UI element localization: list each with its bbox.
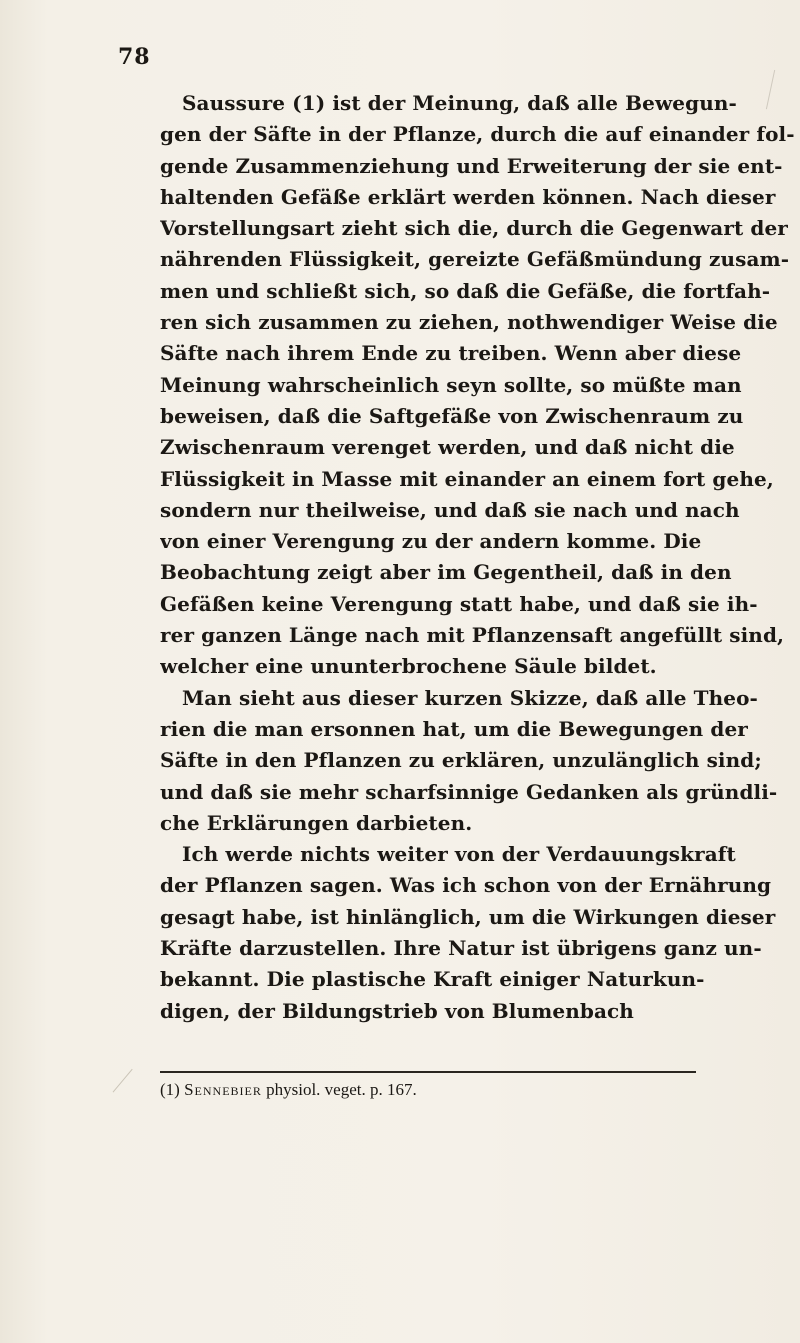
text-line: Beobachtung zeigt aber im Gegentheil, daß in den [160, 560, 732, 585]
text-line: Saussure (1) ist der Meinung, daß alle Bewegun- [182, 91, 737, 115]
text-line: und daß sie mehr scharfsinnige Gedanken als gründli- [160, 779, 778, 804]
text-line: Säfte in den Pflanzen zu erklären, unzulänglich sind; [160, 748, 762, 773]
text-line: gen der Säfte in der Pflanze, durch die auf einander fol- [160, 122, 795, 147]
text-line: Man sieht aus dieser kurzen Skizze, daß alle Theo- [182, 685, 758, 710]
footnote-text: physiol. veget. p. 167. [266, 1080, 417, 1099]
margin-mark [113, 1069, 134, 1093]
text-line: gende Zusammenziehung und Erweiterung der sie ent- [160, 153, 783, 178]
text-line: Ich werde nichts weiter von der Verdauungskraft [182, 842, 736, 867]
text-line: Säfte nach ihrem Ende zu treiben. Wenn aber diese [160, 341, 742, 366]
page-number: 78 [118, 44, 151, 70]
text-line: haltenden Gefäße erklärt werden können. Nach dieser [160, 184, 776, 209]
text-line: beweisen, daß die Saftgefäße von Zwischenraum zu [160, 403, 744, 428]
footnote-author: Sennebier [184, 1080, 262, 1099]
text-line: sondern nur theilweise, und daß sie nach und nach [160, 497, 740, 522]
text-line: men und schließt sich, so daß die Gefäße, die fortfah- [160, 278, 771, 303]
text-line: welcher eine ununterbrochene Säule bildet. [160, 654, 657, 679]
text-line: Kräfte darzustellen. Ihre Natur ist übrigens ganz un- [160, 936, 762, 961]
text-line: che Erklärungen darbieten. [160, 810, 473, 835]
text-line: Flüssigkeit in Masse mit einander an einem fort gehe, [160, 466, 774, 491]
body-text [160, 88, 796, 1027]
text-line: bekannt. Die plastische Kraft einiger Naturkun- [160, 967, 705, 992]
text-line: rer ganzen Länge nach mit Pflanzensaft angefüllt sind, [160, 623, 785, 648]
text-line: digen, der Bildungstrieb von Blumenbach [160, 998, 634, 1023]
text-line: Vorstellungsart zieht sich die, durch die Gegenwart der [160, 216, 788, 241]
text-line: rien die man ersonnen hat, um die Bewegungen der [160, 716, 748, 741]
footnote-marker: (1) [160, 1080, 180, 1099]
text-line: gesagt habe, ist hinlänglich, um die Wirkungen dieser [160, 904, 776, 929]
text-line: der Pflanzen sagen. Was ich schon von der Ernährung [160, 873, 772, 898]
text-line: nährenden Flüssigkeit, gereizte Gefäßmündung zusam- [160, 247, 790, 272]
text-line: ren sich zusammen zu ziehen, nothwendiger Weise die [160, 310, 778, 335]
text-line: Zwischenraum verenget werden, und daß nicht die [160, 435, 735, 460]
text-line: Gefäßen keine Verengung statt habe, und daß sie ih- [160, 591, 758, 616]
text-line: von einer Verengung zu der andern komme. Die [160, 529, 702, 554]
footnote [160, 1080, 417, 1100]
text-line: Meinung wahrscheinlich seyn sollte, so müßte man [160, 372, 742, 397]
footnote-rule [160, 1071, 696, 1073]
